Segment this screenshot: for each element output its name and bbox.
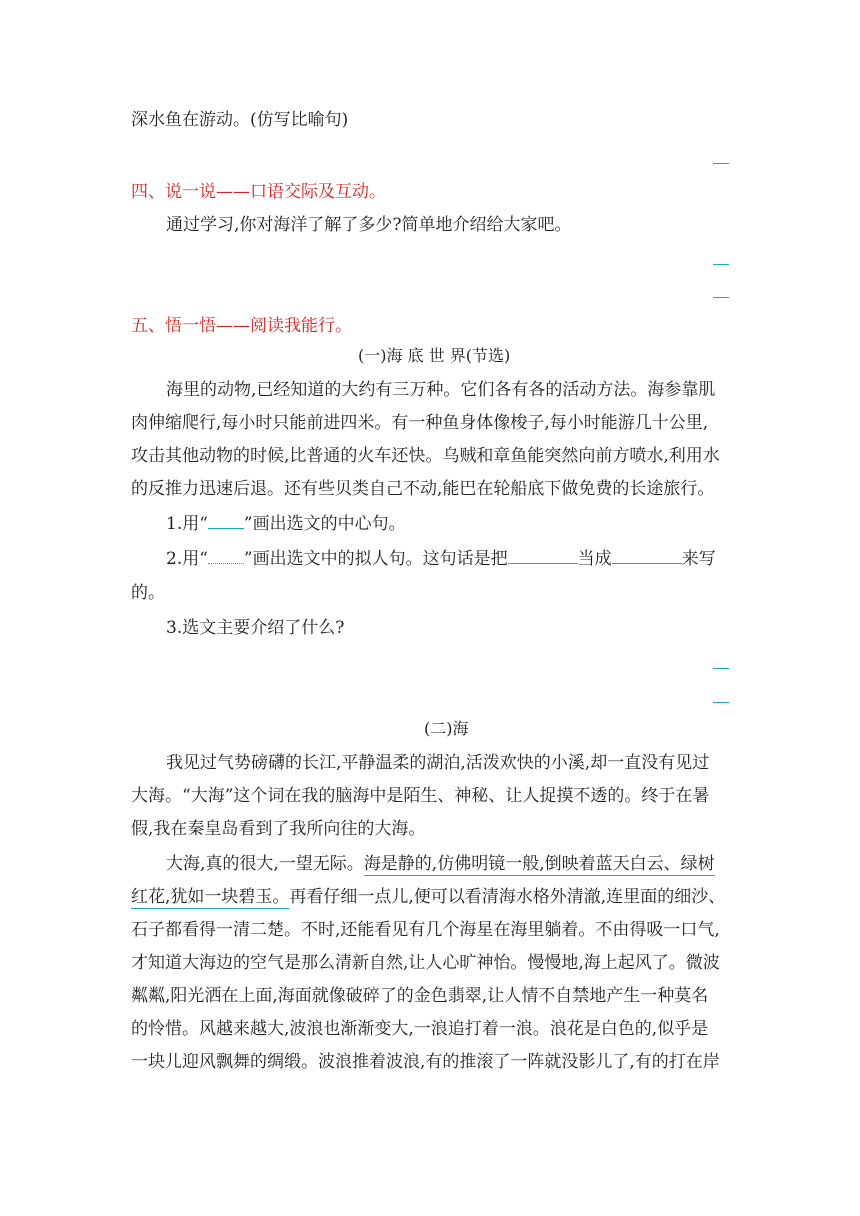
paragraph-line: 假,我在秦皇岛看到了我所向往的大海。 [131,819,426,839]
question-2-cont: 的。 [131,583,165,603]
paragraph-line: 红花,犹如一块碧玉。再看仔细一点儿,便可以看清海水格外清澈,连里面的细沙、 [131,887,726,907]
paragraph-line: 海里的动物,已经知道的大约有三万种。它们各有各的活动方法。海参靠肌 [166,380,716,400]
question-2: 2.用“ ”画出选文中的拟人句。这句话是把 当成 来写 [166,549,716,569]
paragraph-line: 我见过气势磅礴的长江,平静温柔的湖泊,活泼欢快的小溪,却一直没有见过 [166,753,710,773]
fill-blank[interactable] [508,547,578,564]
exercise-prompt: 通过学习,你对海洋了解了多少?简单地介绍给大家吧。 [166,215,572,235]
wavy-underline-sample [208,547,244,564]
passage-title: (一)海 底 世 界(节选) [358,346,511,365]
exercise-text: 深水鱼在游动。(仿写比喻句) [131,110,349,130]
answer-line[interactable] [713,297,729,298]
question-1: 1.用“ ”画出选文的中心句。 [166,514,406,534]
question-3: 3.选文主要介绍了什么? [166,618,345,638]
answer-line[interactable] [713,264,729,265]
paragraph-line: 的反推力迅速后退。还有些贝类自己不动,能巴在轮船底下做免费的长途旅行。 [131,479,715,499]
paragraph-line: 大海。“大海”这个词在我的脑海中是陌生、神秘、让人捉摸不透的。终于在暑 [131,786,710,806]
paragraph-line: 大海,真的很大,一望无际。海是静的,仿佛明镜一般,倒映着蓝天白云、绿树 [166,854,715,874]
paragraph-line: 攻击其他动物的时候,比普通的火车还快。乌贼和章鱼能突然向前方喷水,利用水 [131,446,720,466]
paragraph-line: 才知道大海边的空气是那么清新自然,让人心旷神怡。慢慢地,海上起风了。微波 [131,953,720,973]
underline-sample [208,512,244,529]
paragraph-line: 粼粼,阳光洒在上面,海面就像破碎了的金色翡翠,让人情不自禁地产生一种莫名 [131,986,709,1006]
section-heading: 五、悟一悟——阅读我能行。 [131,316,352,336]
passage-title: (二)海 [424,719,469,738]
paragraph-line: 肉伸缩爬行,每小时只能前进四米。有一种鱼身体像梭子,每小时能游几十公里, [131,413,709,433]
answer-line[interactable] [713,163,729,164]
underlined-sentence: 红花,犹如一块碧玉。 [131,887,290,907]
section-heading: 四、说一说——口语交际及互动。 [131,182,386,202]
fill-blank[interactable] [612,547,682,564]
paragraph-line: 石子都看得一清二楚。不时,还能看见有几个海星在海里躺着。不由得吸一口气, [131,920,720,940]
underlined-sentence: 海是静的,仿佛明镜一般,倒映着蓝天白云、绿树 [363,854,715,874]
paragraph-line: 的怜惜。风越来越大,波浪也渐渐变大,一浪追打着一浪。浪花是白色的,似乎是 [131,1019,709,1039]
paragraph-line: 一块儿迎风飘舞的绸缎。波浪推着波浪,有的推滚了一阵就没影儿了,有的打在岸 [131,1052,720,1072]
answer-line[interactable] [713,668,729,669]
answer-line[interactable] [713,702,729,703]
